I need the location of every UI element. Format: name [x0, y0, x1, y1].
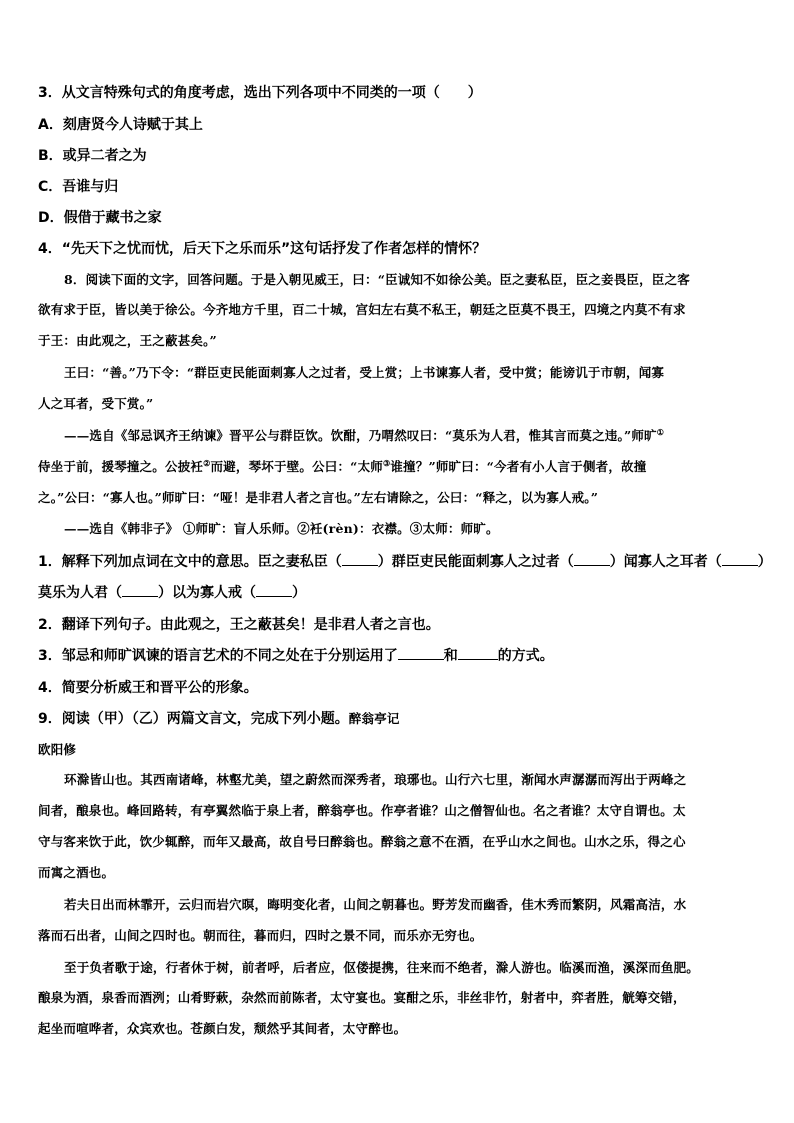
- passage-text: 谁撞？”师旷曰：“今者有小人言于侧者，故撞: [390, 459, 647, 474]
- q8-passage-line: 欲有求于臣，皆以美于徐公。今齐地方千里，百二十城，宫妇左右莫不私王，朝廷之臣莫不畏王，四境之内莫不有求: [38, 302, 686, 317]
- passage-text: 而避，琴坏于壁。公曰：“太师: [210, 459, 383, 474]
- q9-passage-line: 至于负者歌于途，行者休于树，前者呼，后者应，伛偻提携，往来而不绝者，滁人游也。临溪而渔，溪深而鱼肥。: [64, 960, 700, 975]
- footnote-marker: ③: [382, 457, 391, 468]
- source-text: ——选自《邹忌讽齐王纳谏》晋平公与群臣饮。饮酣，乃喟然叹曰：“莫乐为人君，惟其言而莫之违。”师旷: [64, 428, 657, 443]
- subquestion-1-cont: [38, 582, 764, 602]
- answer-blank[interactable]: [256, 584, 292, 597]
- sub-text: ）群臣吏民能面刺寡人之过者（: [377, 554, 574, 570]
- answer-blank[interactable]: [458, 647, 498, 660]
- sub-text: ）闻寡人之耳者（: [609, 554, 722, 570]
- question-9-stem: [38, 708, 764, 728]
- sub-text: 和: [443, 648, 458, 664]
- q9-passage-line: 落而石出者，山间之四时也。朝而往，暮而归，四时之景不同，而乐亦无穷也。: [38, 928, 483, 943]
- q8-passage-line: 8．阅读下面的文字，回答问题。于是入朝见威王，曰：“臣诚知不如徐公美。臣之妻私臣，臣之妾畏臣，臣之客: [64, 272, 690, 287]
- q9-passage-line: 酿泉为酒，泉香而酒洌；山肴野蔌，杂然而前陈者，太守宴也。宴酣之乐，非丝非竹，射者中，弈者胜，觥筹交错，: [38, 990, 686, 1005]
- sub-text: ）: [757, 554, 772, 570]
- q8-passage-line: 人之耳者，受下赏。”: [38, 396, 154, 411]
- question-4: 4．“先天下之忧而忧，后天下之乐而乐”这句话抒发了作者怎样的情怀？: [38, 241, 487, 257]
- passage-author: 欧阳修: [38, 742, 77, 757]
- answer-blank[interactable]: [722, 553, 758, 566]
- q9-stem-text: 9．阅读（甲）（乙）两篇文言文，完成下列小题。: [38, 711, 349, 727]
- subquestion-1: [38, 551, 772, 571]
- q9-passage-line: 而寓之酒也。: [38, 865, 115, 880]
- q8-passage-line: 王曰：“善。”乃下令：“群臣吏民能面刺寡人之过者，受上赏；上书谏寡人者，受中赏；能谤讥于市朝，闻寡: [64, 365, 665, 380]
- q8-passage-line: 于王：由此观之，王之蔽甚矣。”: [38, 333, 217, 348]
- q8-footnotes: ——选自《韩非子》 ①师旷：盲人乐师。②衽(rèn)：衣襟。③太师：师旷。: [64, 521, 499, 536]
- q9-passage-line: 守与客来饮于此，饮少辄醉，而年又最高，故自号曰醉翁也。醉翁之意不在酒，在乎山水之间也。山水之乐，得之心: [38, 834, 686, 849]
- subquestion-3: [38, 645, 764, 665]
- footnote-marker: ①: [656, 426, 665, 437]
- sub-text: 1．解释下列加点词在文中的意思。臣之妻私臣（: [38, 554, 342, 570]
- answer-blank[interactable]: [122, 584, 158, 597]
- q9-passage-line: 环滁皆山也。其西南诸峰，林壑尤美，望之蔚然而深秀者，琅琊也。山行六七里，渐闻水声潺潺而泻出于两峰之: [64, 772, 687, 787]
- q8-passage-line: [38, 457, 764, 475]
- answer-blank[interactable]: [342, 553, 378, 566]
- option-b: B．或异二者之为: [38, 148, 147, 164]
- footnote-marker: ②: [203, 457, 211, 468]
- q9-passage-line: 若夫日出而林霏开，云归而岩穴暝，晦明变化者，山间之朝暮也。野芳发而幽香，佳木秀而繁阴，风霜高洁，水: [64, 897, 687, 912]
- passage-text: 侍坐于前，援琴撞之。公披衽: [38, 459, 204, 474]
- option-c: C．吾谁与归: [38, 179, 119, 195]
- q9-passage-line: 间者，酿泉也。峰回路转，有亭翼然临于泉上者，醉翁亭也。作亭者谁？山之僧智仙也。名之者谁？太守自谓也。太: [38, 803, 686, 818]
- q8-source-line: [64, 426, 764, 444]
- q9-passage-line: 起坐而喧哗者，众宾欢也。苍颜白发，颓然乎其间者，太守醉也。: [38, 1021, 407, 1036]
- sub-text: ）: [292, 585, 306, 601]
- subquestion-4: 4．简要分析威王和晋平公的形象。: [38, 680, 258, 696]
- q8-passage-line: 之。”公曰：“寡人也。”师旷曰：“哑！是非君人者之言也。”左右请除之，公曰：“释之，以为寡人戒。”: [38, 490, 599, 505]
- option-d: D．假借于藏书之家: [38, 210, 162, 226]
- sub-text: ）以为寡人戒（: [158, 585, 256, 601]
- passage-title: 醉翁亭记: [348, 711, 400, 726]
- sub-text: 的方式。: [497, 648, 554, 664]
- subquestion-2: 2．翻译下列句子。由此观之，王之蔽甚矣！是非君人者之言也。: [38, 617, 440, 633]
- answer-blank[interactable]: [574, 553, 610, 566]
- question-3-stem: 3．从文言特殊句式的角度考虑，选出下列各项中不同类的一项（ ）: [38, 85, 482, 101]
- option-a: A．刻唐贤今人诗赋于其上: [38, 117, 203, 133]
- sub-text: 3．邹忌和师旷讽谏的语言艺术的不同之处在于分别运用了: [38, 648, 398, 664]
- sub-text: 莫乐为人君（: [38, 585, 122, 601]
- answer-blank[interactable]: [398, 647, 444, 660]
